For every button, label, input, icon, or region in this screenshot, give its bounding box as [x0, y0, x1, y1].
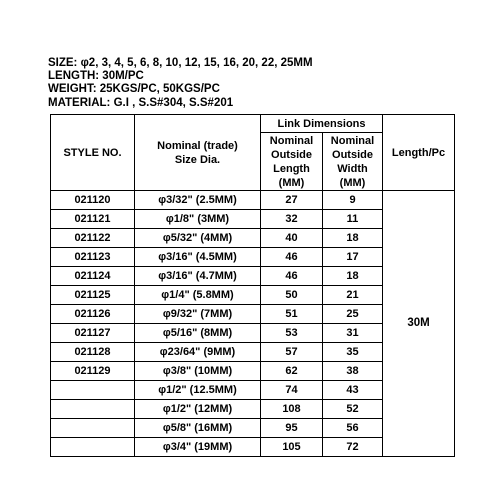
cell-outside-length: 105: [261, 438, 323, 457]
cell-outside-width: 38: [323, 362, 383, 381]
cell-outside-length: 46: [261, 267, 323, 286]
cell-nominal-size: φ3/32" (2.5MM): [135, 191, 261, 210]
cell-style-no: [51, 381, 135, 400]
cell-nominal-size: φ23/64" (9MM): [135, 343, 261, 362]
cell-outside-length: 32: [261, 210, 323, 229]
header-style-no: STYLE NO.: [51, 115, 135, 191]
cell-nominal-size: φ9/32" (7MM): [135, 305, 261, 324]
cell-outside-width: 72: [323, 438, 383, 457]
cell-outside-length: 62: [261, 362, 323, 381]
cell-outside-width: 43: [323, 381, 383, 400]
table-row: [51, 191, 455, 210]
cell-nominal-size: φ1/2" (12.5MM): [135, 381, 261, 400]
cell-nominal-size: φ1/2" (12MM): [135, 400, 261, 419]
cell-style-no: 021124: [51, 267, 135, 286]
cell-outside-length: 40: [261, 229, 323, 248]
cell-outside-length: 50: [261, 286, 323, 305]
cell-outside-width: 17: [323, 248, 383, 267]
cell-outside-width: 52: [323, 400, 383, 419]
cell-outside-width: 56: [323, 419, 383, 438]
header-outside-width: Nominal Outside Width (MM): [323, 133, 383, 191]
chain-dimensions-table: [50, 114, 455, 457]
cell-style-no: 021128: [51, 343, 135, 362]
cell-length-per-pc: 30M: [383, 191, 455, 457]
cell-style-no: 021127: [51, 324, 135, 343]
cell-style-no: 021125: [51, 286, 135, 305]
cell-style-no: 021129: [51, 362, 135, 381]
header-nominal-size: Nominal (trade) Size Dia.: [135, 115, 261, 191]
cell-style-no: 021120: [51, 191, 135, 210]
header-outside-length: Nominal Outside Length (MM): [261, 133, 323, 191]
spec-weight: WEIGHT: 25KGS/PC, 50KGS/PC: [48, 83, 220, 96]
cell-nominal-size: φ1/4" (5.8MM): [135, 286, 261, 305]
cell-outside-length: 51: [261, 305, 323, 324]
cell-outside-length: 57: [261, 343, 323, 362]
cell-outside-width: 25: [323, 305, 383, 324]
table-body: [51, 191, 455, 457]
cell-outside-width: 9: [323, 191, 383, 210]
cell-nominal-size: φ3/16" (4.7MM): [135, 267, 261, 286]
cell-outside-length: 108: [261, 400, 323, 419]
spec-material: MATERIAL: G.I , S.S#304, S.S#201: [48, 96, 234, 109]
cell-nominal-size: φ1/8" (3MM): [135, 210, 261, 229]
cell-outside-width: 18: [323, 229, 383, 248]
cell-outside-length: 46: [261, 248, 323, 267]
cell-outside-width: 18: [323, 267, 383, 286]
cell-outside-length: 74: [261, 381, 323, 400]
cell-style-no: 021126: [51, 305, 135, 324]
cell-nominal-size: φ5/16" (8MM): [135, 324, 261, 343]
cell-nominal-size: φ3/8" (10MM): [135, 362, 261, 381]
cell-outside-length: 53: [261, 324, 323, 343]
cell-outside-width: 31: [323, 324, 383, 343]
cell-nominal-size: φ3/16" (4.5MM): [135, 248, 261, 267]
cell-style-no: [51, 400, 135, 419]
cell-style-no: 021123: [51, 248, 135, 267]
cell-style-no: 021121: [51, 210, 135, 229]
cell-outside-width: 35: [323, 343, 383, 362]
cell-outside-width: 11: [323, 210, 383, 229]
cell-style-no: [51, 419, 135, 438]
cell-outside-length: 27: [261, 191, 323, 210]
cell-nominal-size: φ3/4" (19MM): [135, 438, 261, 457]
spec-size: SIZE: φ2, 3, 4, 5, 6, 8, 10, 12, 15, 16, 20, 22, 25MM: [48, 57, 313, 69]
spec-summary: [48, 57, 313, 110]
cell-outside-width: 21: [323, 286, 383, 305]
cell-outside-length: 95: [261, 419, 323, 438]
cell-style-no: 021122: [51, 229, 135, 248]
cell-nominal-size: φ5/8" (16MM): [135, 419, 261, 438]
spec-length: LENGTH: 30M/PC: [48, 70, 144, 83]
cell-nominal-size: φ5/32" (4MM): [135, 229, 261, 248]
header-length-per-pc: Length/Pc: [383, 115, 455, 191]
cell-style-no: [51, 438, 135, 457]
header-link-dimensions: Link Dimensions: [261, 115, 383, 133]
